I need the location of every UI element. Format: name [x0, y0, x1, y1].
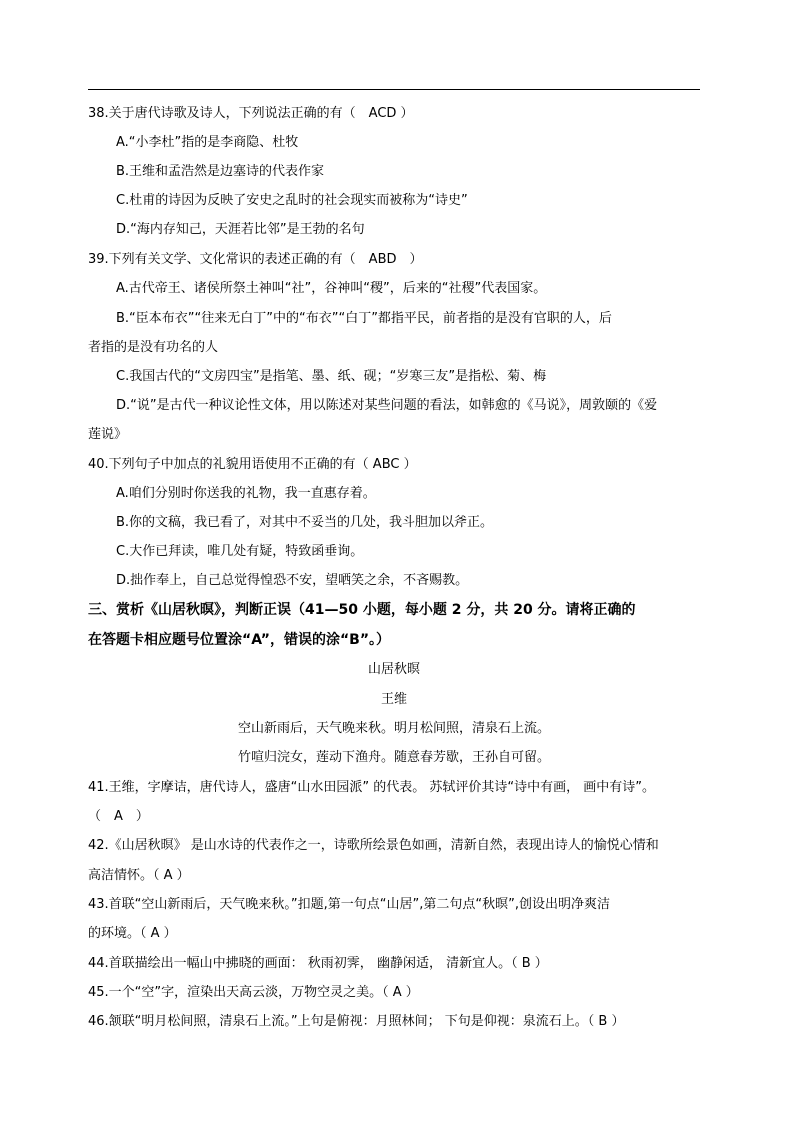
option-38c: C.杜甫的诗因为反映了安史之乱时的社会现实而被称为“诗史”	[116, 193, 468, 208]
question-42-cont: 高洁情怀。（ A ）	[88, 868, 190, 883]
option-40b: B.你的文稿，我已看了，对其中不妥当的几处，我斗胆加以斧正。	[116, 515, 494, 530]
question-46: 46.颔联“明月松间照，清泉石上流。”上句是俯视：月照林间； 下句是仰视：泉流石上。（ B ）	[88, 1014, 625, 1029]
poem-title: 山居秋暝	[367, 662, 420, 677]
question-45: 45.一个“空”字，渲染出天高云淡，万物空灵之美。（ A ）	[88, 985, 419, 1000]
option-39c: C.我国古代的“文房四宝”是指笔、墨、纸、砚；“岁寒三友”是指松、菊、梅	[116, 369, 547, 384]
question-40: 40.下列句子中加点的礼貌用语使用不正确的有（ ABC ）	[88, 457, 417, 472]
option-39b: B.“臣本布衣”“往来无白丁”中的“布衣”“白丁”都指平民，前者指的是没有官职的人，后	[116, 311, 612, 326]
option-38b: B.王维和孟浩然是边塞诗的代表作家	[116, 164, 325, 179]
poem-author: 王维	[380, 692, 407, 707]
section-3-heading: 三、赏析《山居秋暝》，判断正误（41—50 小题，每小题 2 分，共 20 分。请将正确的	[88, 602, 636, 618]
question-42: 42.《山居秋暝》 是山水诗的代表作之一，诗歌所绘景色如画，清新自然，表现出诗人的愉悦心情和	[88, 838, 659, 853]
option-39b-cont: 者指的是没有功名的人	[88, 340, 219, 355]
poem-line-2: 竹喧归浣女，莲动下渔舟。随意春芳歇，王孙自可留。	[237, 750, 550, 765]
question-39: 39.下列有关文学、文化常识的表述正确的有（ ABD ）	[88, 252, 423, 267]
option-40a: A.咱们分别时你送我的礼物，我一直惠存着。	[116, 486, 376, 501]
option-39d: D.“说”是古代一种议论性文体，用以陈述对某些问题的看法，如韩愈的《马说》，周敦颐的《爱	[116, 398, 658, 413]
poem-line-1: 空山新雨后，天气晚来秋。明月松间照，清泉石上流。	[237, 721, 550, 736]
answer-41: （ A ）	[88, 809, 149, 824]
option-40d: D.拙作奉上，自己总觉得惶恐不安，望哂笑之余，不吝赐教。	[116, 573, 469, 588]
question-38: 38.关于唐代诗歌及诗人，下列说法正确的有（ ACD ）	[88, 106, 414, 121]
option-40c: C.大作已拜读，唯几处有疑，特致函垂询。	[116, 544, 364, 559]
question-43: 43.首联“空山新雨后，天气晚来秋。”扣题,第一句点“山居”,第二句点“秋暝”,创设出明净爽洁	[88, 897, 610, 912]
question-44: 44.首联描绘出一幅山中拂晓的画面： 秋雨初霁， 幽静闲适， 清新宜人。（ B ）	[88, 956, 548, 971]
header-rule	[88, 89, 700, 90]
question-41: 41.王维，字摩诘，唐代诗人，盛唐“山水田园派” 的代表。 苏轼评价其诗“诗中有画， 画中有诗”。	[88, 780, 656, 795]
option-38a: A.“小李杜”指的是李商隐、杜牧	[116, 135, 299, 150]
question-43-cont: 的环境。（ A ）	[88, 926, 177, 941]
option-38d: D.“海内存知己，天涯若比邻”是王勃的名句	[116, 222, 365, 237]
option-39d-cont: 莲说》	[88, 427, 128, 442]
section-3-heading-cont: 在答题卡相应题号位置涂“A”，错误的涂“B”。）	[88, 632, 391, 648]
option-39a: A.古代帝王、诸侯所祭土神叫“社”，谷神叫“稷”，后来的“社稷”代表国家。	[116, 281, 547, 296]
